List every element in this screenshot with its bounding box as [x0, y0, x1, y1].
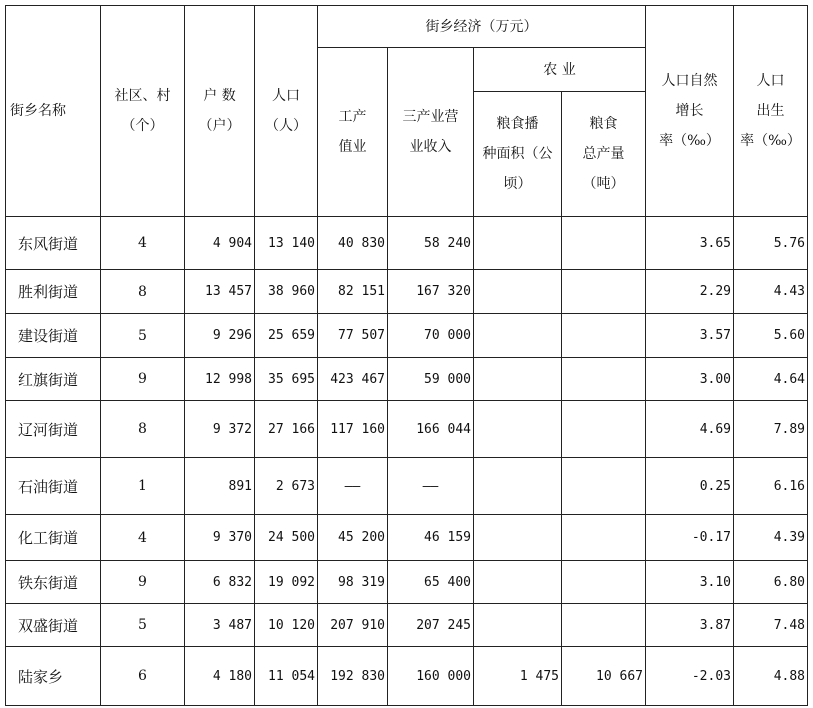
cell-tertiary: 65 400 [388, 561, 474, 604]
header-grain-area-line1: 粮食播 [496, 116, 539, 132]
table-row [6, 314, 808, 358]
cell-growth-rate: 3.57 [646, 314, 734, 358]
header-birth-line2: 出生 [756, 103, 785, 119]
cell-industry: 423 467 [318, 358, 388, 401]
header-name: 街乡名称 [6, 6, 101, 217]
cell-industry: 117 160 [318, 401, 388, 458]
cell-households: 4 904 [185, 217, 255, 270]
cell-name: 石油街道 [6, 458, 101, 515]
cell-households: 9 370 [185, 515, 255, 561]
cell-birth-rate: 6.80 [734, 561, 808, 604]
header-tertiary-line1: 三产业营 [402, 109, 459, 125]
header-industry-line2: 值业 [338, 139, 367, 155]
header-birth-rate [734, 6, 808, 217]
table-row [6, 515, 808, 561]
cell-population: 19 092 [255, 561, 318, 604]
cell-growth-rate: 4.69 [646, 401, 734, 458]
cell-name: 双盛街道 [6, 604, 101, 647]
cell-growth-rate: 3.00 [646, 358, 734, 401]
cell-birth-rate: 4.43 [734, 270, 808, 314]
cell-grain-area: 1 475 [474, 647, 562, 706]
cell-grain-area [474, 458, 562, 515]
cell-grain-output [562, 515, 646, 561]
cell-industry: 98 319 [318, 561, 388, 604]
cell-grain-area [474, 515, 562, 561]
header-growth-line2: 增长 [675, 103, 704, 119]
header-population [255, 6, 318, 217]
header-grain-area-line2: 种面积（公 [482, 146, 553, 162]
header-communities-line2: （个） [121, 118, 164, 134]
cell-tertiary: 166 044 [388, 401, 474, 458]
cell-population: 35 695 [255, 358, 318, 401]
cell-grain-output [562, 358, 646, 401]
cell-grain-area [474, 358, 562, 401]
cell-birth-rate: 7.89 [734, 401, 808, 458]
cell-population: 38 960 [255, 270, 318, 314]
table-row [6, 270, 808, 314]
cell-birth-rate: 5.76 [734, 217, 808, 270]
cell-name: 红旗街道 [6, 358, 101, 401]
cell-grain-area [474, 604, 562, 647]
cell-grain-output [562, 314, 646, 358]
cell-birth-rate: 4.64 [734, 358, 808, 401]
cell-name: 辽河街道 [6, 401, 101, 458]
cell-birth-rate: 7.48 [734, 604, 808, 647]
cell-tertiary: 59 000 [388, 358, 474, 401]
cell-communities: 4 [101, 217, 185, 270]
cell-communities: 5 [101, 604, 185, 647]
cell-name: 东风街道 [6, 217, 101, 270]
header-agriculture: 农 业 [474, 48, 646, 92]
cell-tertiary: 58 240 [388, 217, 474, 270]
cell-tertiary: —— [388, 458, 474, 515]
cell-growth-rate: 0.25 [646, 458, 734, 515]
cell-grain-output [562, 458, 646, 515]
cell-population: 27 166 [255, 401, 318, 458]
cell-industry: —— [318, 458, 388, 515]
header-tertiary [388, 48, 474, 217]
cell-name: 铁东街道 [6, 561, 101, 604]
table-row [6, 358, 808, 401]
cell-growth-rate: 2.29 [646, 270, 734, 314]
cell-name: 胜利街道 [6, 270, 101, 314]
header-households-line1: 户 数 [203, 88, 236, 104]
cell-name: 建设街道 [6, 314, 101, 358]
table-row [6, 561, 808, 604]
table-row [6, 458, 808, 515]
cell-grain-output: 10 667 [562, 647, 646, 706]
header-communities-line1: 社区、村 [114, 88, 171, 104]
cell-birth-rate: 5.60 [734, 314, 808, 358]
header-economy: 街乡经济（万元） [318, 6, 646, 48]
cell-grain-output [562, 270, 646, 314]
cell-industry: 192 830 [318, 647, 388, 706]
cell-industry: 40 830 [318, 217, 388, 270]
header-birth-line1: 人口 [756, 73, 785, 89]
cell-population: 13 140 [255, 217, 318, 270]
cell-tertiary: 70 000 [388, 314, 474, 358]
cell-growth-rate: -0.17 [646, 515, 734, 561]
cell-tertiary: 167 320 [388, 270, 474, 314]
header-industry-line1: 工产 [338, 109, 367, 125]
cell-grain-output [562, 561, 646, 604]
cell-grain-area [474, 314, 562, 358]
cell-growth-rate: 3.87 [646, 604, 734, 647]
cell-communities: 5 [101, 314, 185, 358]
cell-tertiary: 207 245 [388, 604, 474, 647]
cell-households: 891 [185, 458, 255, 515]
header-tertiary-line2: 业收入 [409, 139, 452, 155]
cell-growth-rate: 3.65 [646, 217, 734, 270]
cell-growth-rate: 3.10 [646, 561, 734, 604]
header-population-line2: （人） [265, 118, 307, 134]
cell-grain-area [474, 270, 562, 314]
cell-population: 25 659 [255, 314, 318, 358]
cell-grain-area [474, 401, 562, 458]
cell-industry: 82 151 [318, 270, 388, 314]
header-households-line2: （户） [198, 118, 241, 134]
cell-industry: 207 910 [318, 604, 388, 647]
cell-industry: 77 507 [318, 314, 388, 358]
cell-communities: 9 [101, 358, 185, 401]
header-communities [101, 6, 185, 217]
cell-birth-rate: 4.39 [734, 515, 808, 561]
cell-communities: 1 [101, 458, 185, 515]
header-households [185, 6, 255, 217]
header-grain-output-line1: 粮食 [589, 116, 618, 132]
cell-population: 24 500 [255, 515, 318, 561]
table-row [6, 401, 808, 458]
cell-tertiary: 160 000 [388, 647, 474, 706]
header-growth-line1: 人口自然 [661, 73, 718, 89]
cell-birth-rate: 4.88 [734, 647, 808, 706]
header-population-line1: 人口 [272, 88, 300, 104]
cell-households: 3 487 [185, 604, 255, 647]
cell-birth-rate: 6.16 [734, 458, 808, 515]
header-grain-area-line3: 顷） [503, 176, 532, 192]
cell-name: 化工街道 [6, 515, 101, 561]
cell-tertiary: 46 159 [388, 515, 474, 561]
cell-growth-rate: -2.03 [646, 647, 734, 706]
header-grain-output-line2: 总产量 [582, 146, 625, 162]
cell-communities: 8 [101, 401, 185, 458]
header-birth-line3: 率（‰） [740, 133, 801, 149]
cell-households: 6 832 [185, 561, 255, 604]
table-row [6, 647, 808, 706]
cell-grain-output [562, 217, 646, 270]
cell-population: 11 054 [255, 647, 318, 706]
header-industry [318, 48, 388, 217]
cell-population: 10 120 [255, 604, 318, 647]
cell-households: 13 457 [185, 270, 255, 314]
cell-communities: 8 [101, 270, 185, 314]
cell-grain-output [562, 604, 646, 647]
cell-grain-area [474, 561, 562, 604]
header-growth-line3: 率（‰） [659, 133, 720, 149]
cell-communities: 4 [101, 515, 185, 561]
header-grain-output [562, 92, 646, 217]
table-row [6, 217, 808, 270]
header-growth-rate [646, 6, 734, 217]
cell-households: 12 998 [185, 358, 255, 401]
cell-name: 陆家乡 [6, 647, 101, 706]
header-grain-area [474, 92, 562, 217]
cell-communities: 9 [101, 561, 185, 604]
cell-population: 2 673 [255, 458, 318, 515]
cell-households: 9 296 [185, 314, 255, 358]
cell-households: 9 372 [185, 401, 255, 458]
cell-grain-output [562, 401, 646, 458]
cell-communities: 6 [101, 647, 185, 706]
header-grain-output-line3: （吨） [582, 176, 625, 192]
cell-industry: 45 200 [318, 515, 388, 561]
table-row [6, 604, 808, 647]
cell-grain-area [474, 217, 562, 270]
cell-households: 4 180 [185, 647, 255, 706]
street-statistics-table [5, 5, 808, 706]
